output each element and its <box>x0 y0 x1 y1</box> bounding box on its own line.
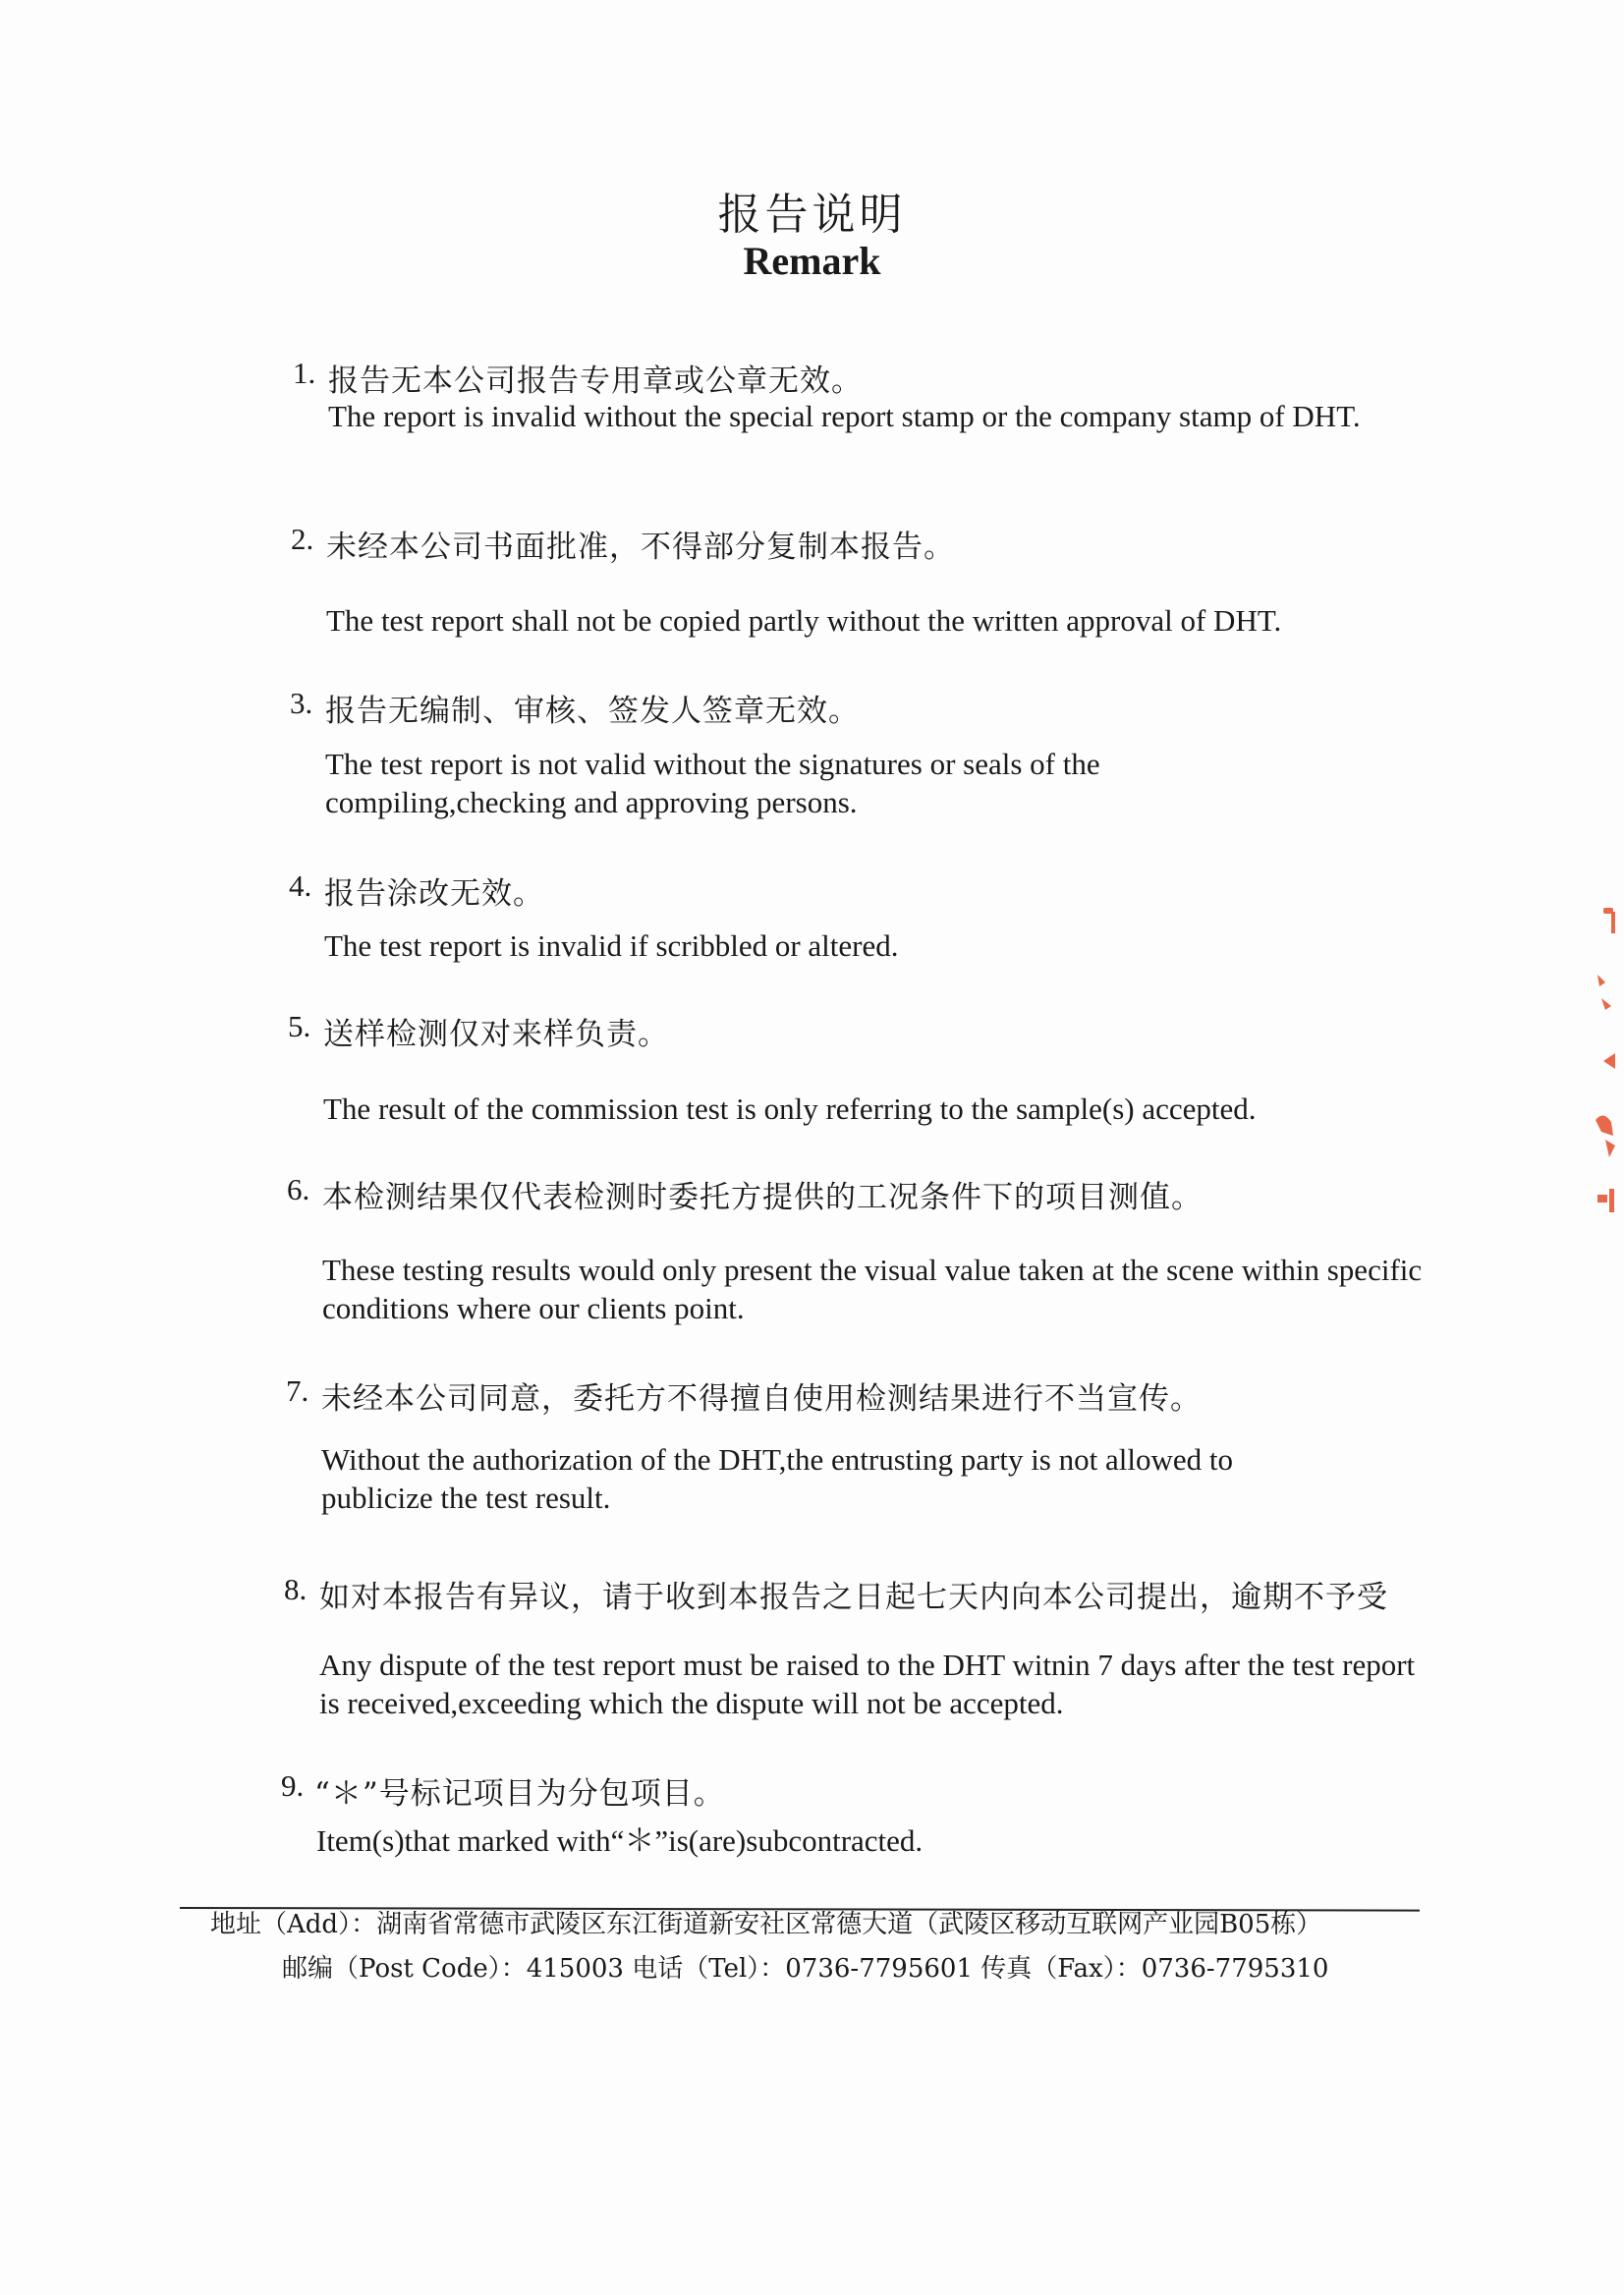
item-text-en: The result of the commission test is only referring to the sample(s) accepted. <box>323 1092 1257 1126</box>
footer-address: 地址（Add）：湖南省常德市武陵区东江街道新安社区常德大道（武陵区移动互联网产业园B05栋） <box>210 1910 1322 1939</box>
remark-item-1 <box>293 356 1432 474</box>
item-text-cn: 未经本公司书面批准，不得部分复制本报告。 <box>326 530 955 565</box>
remark-item-7 <box>286 1373 1435 1531</box>
remark-item-3 <box>290 686 1429 819</box>
remark-item-8 <box>284 1572 1424 1729</box>
item-text-cn: 送样检测仅对来样负责。 <box>323 1017 669 1052</box>
item-text-cn: 报告涂改无效。 <box>324 876 544 912</box>
item-number: 3. <box>290 686 313 720</box>
item-text-en: Item(s)that marked with“＊”is(are)subcontracted. <box>316 1823 924 1858</box>
item-text-cn: 如对本报告有异议，请于收到本报告之日起七天内向本公司提出，逾期不予受 <box>319 1580 1388 1615</box>
item-text-en: The test report is invalid if scribbled or altered. <box>324 928 899 963</box>
item-number: 7. <box>286 1373 309 1408</box>
remark-item-6 <box>287 1172 1436 1329</box>
item-text-en: These testing results would only present the visual value taken at the scene within specific conditions where our clients point. <box>322 1253 1423 1325</box>
title-chinese: 报告说明 <box>717 190 907 240</box>
item-text-cn: 报告无本公司报告专用章或公章无效。 <box>328 364 863 399</box>
item-number: 8. <box>284 1572 308 1606</box>
item-number: 1. <box>293 356 316 390</box>
title-english: Remark <box>743 239 881 283</box>
item-number: 4. <box>289 868 312 903</box>
remark-item-9 <box>281 1768 1421 1867</box>
item-number: 9. <box>281 1768 305 1803</box>
remark-item-2 <box>291 522 1430 640</box>
item-text-en: The test report shall not be copied partly without the written approval of DHT. <box>326 603 1282 638</box>
item-number: 2. <box>291 522 314 556</box>
item-text-cn: 本检测结果仅代表检测时委托方提供的工况条件下的项目测值。 <box>322 1180 1203 1215</box>
remark-item-4 <box>289 868 1428 967</box>
footer-contact: 邮编（Post Code）：415003 电话（Tel）：0736-7795601 传真（Fax）：0736-7795310 <box>282 1954 1329 1984</box>
item-text-en: The test report is not valid without the signatures or seals of the compiling,checking and approving persons. <box>325 747 1100 819</box>
partial-seal-stamp <box>1590 904 1619 1218</box>
item-text-cn-clip <box>319 1572 1422 1615</box>
item-text-cn: “＊”号标记项目为分包项目。 <box>314 1776 725 1812</box>
item-number: 6. <box>287 1172 310 1206</box>
item-number: 5. <box>288 1009 311 1043</box>
item-text-cn: 未经本公司同意，委托方不得擅自使用检测结果进行不当宣传。 <box>321 1381 1202 1417</box>
item-text-cn: 报告无编制、审核、签发人签章无效。 <box>325 694 860 729</box>
remark-item-5 <box>288 1009 1428 1127</box>
item-text-en: The report is invalid without the special report stamp or the company stamp of DHT. <box>328 399 1361 433</box>
item-text-en: Any dispute of the test report must be raised to the DHT witnin 7 days after the test report is received,exceeding which the dispute will not be accepted. <box>319 1648 1416 1720</box>
item-text-en: Without the authorization of the DHT,the entrusting party is not allowed to publicize the test result. <box>321 1442 1233 1515</box>
